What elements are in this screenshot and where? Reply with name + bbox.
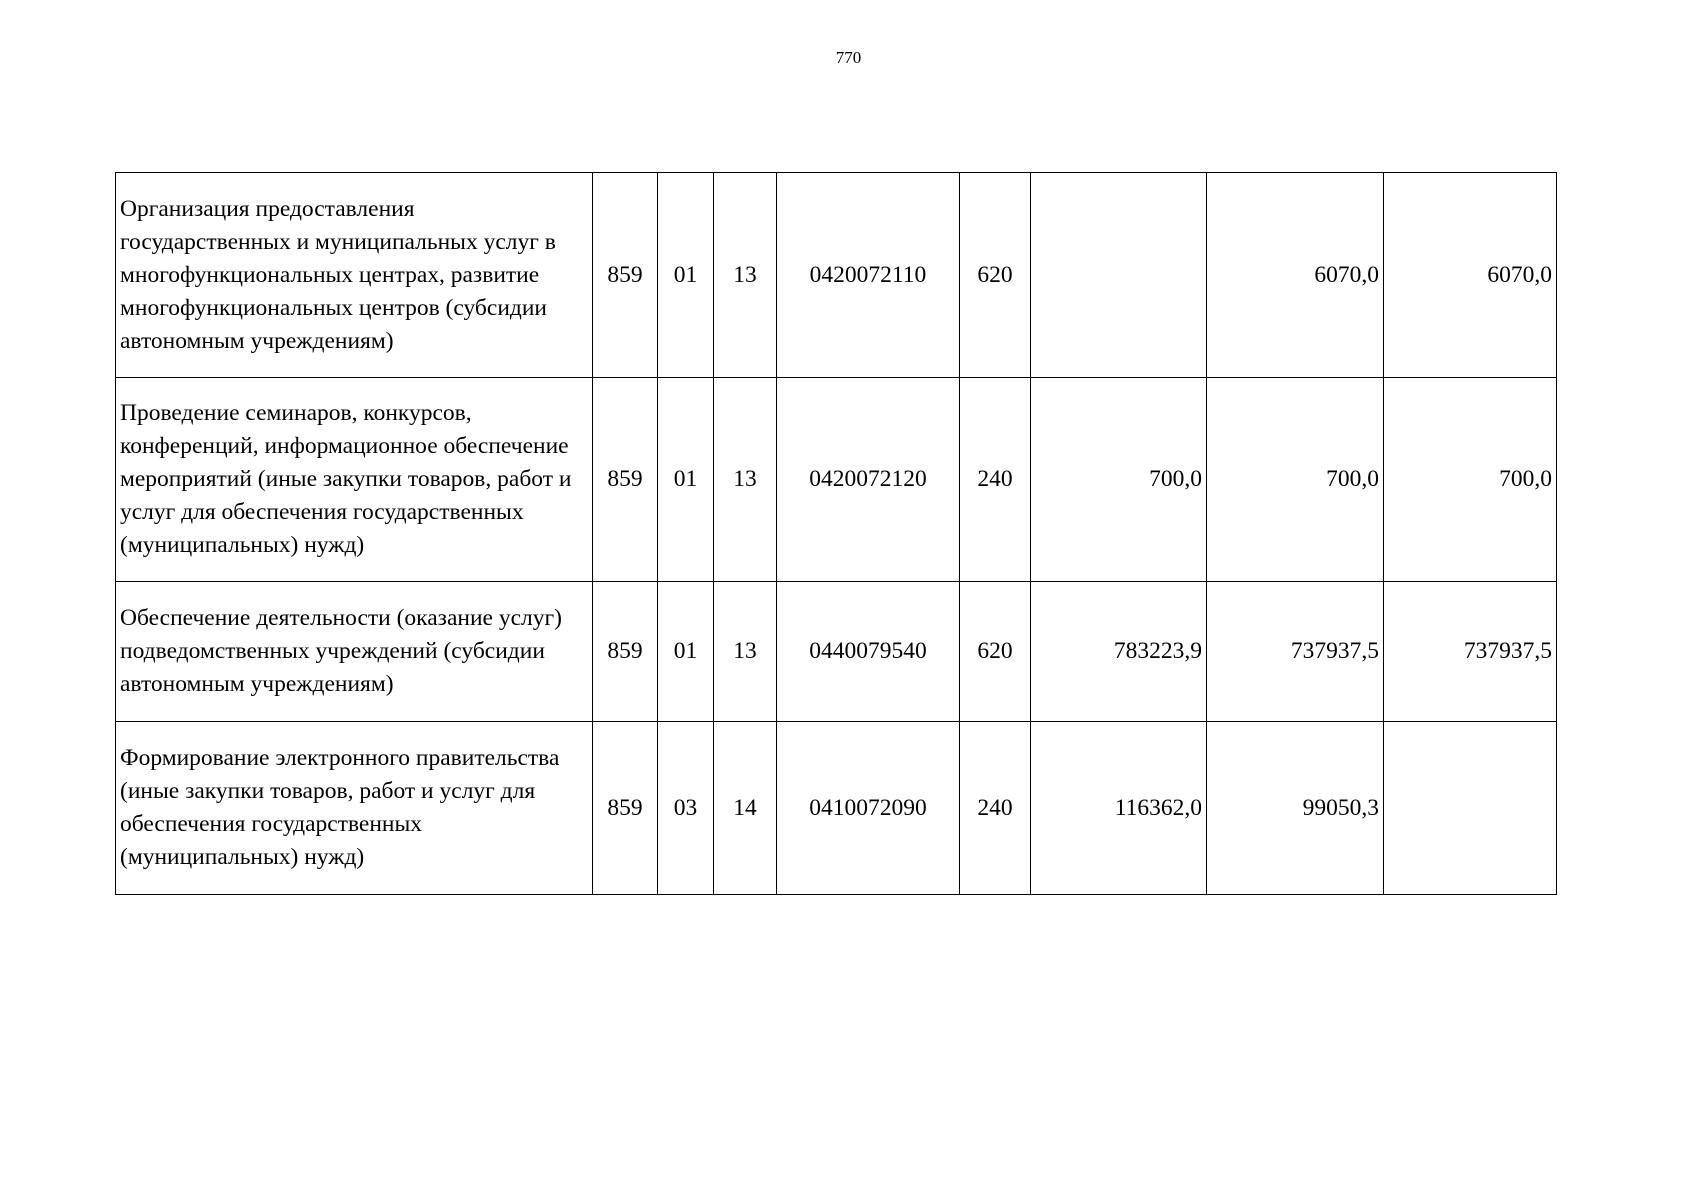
section-code: 01: [658, 173, 714, 378]
target-article-code: 0420072110: [777, 173, 960, 378]
amount-2: 99050,3: [1207, 722, 1384, 895]
amount-3: 700,0: [1384, 378, 1557, 582]
ministry-code: 859: [593, 722, 658, 895]
table-row: [116, 173, 1557, 378]
subsection-code: 13: [714, 582, 777, 722]
row-description: Формирование электронного правительства (иные закупки товаров, работ и услуг для обеспечения государственных (муниципальных) нужд): [116, 722, 593, 895]
subsection-code: 13: [714, 173, 777, 378]
subsection-code: 14: [714, 722, 777, 895]
page-number: 770: [835, 48, 862, 67]
amount-3: [1384, 722, 1557, 895]
table-row: [116, 722, 1557, 895]
amount-2: 700,0: [1207, 378, 1384, 582]
target-article-code: 0420072120: [777, 378, 960, 582]
amount-2: 6070,0: [1207, 173, 1384, 378]
section-code: 01: [658, 378, 714, 582]
subsection-code: 13: [714, 378, 777, 582]
budget-table: [115, 172, 1557, 895]
section-code: 01: [658, 582, 714, 722]
target-article-code: 0440079540: [777, 582, 960, 722]
amount-1: 783223,9: [1031, 582, 1207, 722]
expense-type-code: 620: [960, 582, 1031, 722]
expense-type-code: 620: [960, 173, 1031, 378]
amount-1: [1031, 173, 1207, 378]
ministry-code: 859: [593, 582, 658, 722]
ministry-code: 859: [593, 173, 658, 378]
expense-type-code: 240: [960, 378, 1031, 582]
amount-2: 737937,5: [1207, 582, 1384, 722]
amount-1: 700,0: [1031, 378, 1207, 582]
table-row: [116, 378, 1557, 582]
target-article-code: 0410072090: [777, 722, 960, 895]
row-description: Обеспечение деятельности (оказание услуг) подведомственных учреждений (субсидии автономным учреждениям): [116, 582, 593, 722]
expense-type-code: 240: [960, 722, 1031, 895]
amount-1: 116362,0: [1031, 722, 1207, 895]
row-description: Организация предоставления государственных и муниципальных услуг в многофункциональных центрах, развитие многофункциональных центров (субсидии автономным учреждениям): [116, 173, 593, 378]
row-description: Проведение семинаров, конкурсов, конференций, информационное обеспечение мероприятий (иные закупки товаров, работ и услуг для обеспечения государственных (муниципальных) нужд): [116, 378, 593, 582]
section-code: 03: [658, 722, 714, 895]
table-row: [116, 582, 1557, 722]
amount-3: 6070,0: [1384, 173, 1557, 378]
amount-3: 737937,5: [1384, 582, 1557, 722]
ministry-code: 859: [593, 378, 658, 582]
